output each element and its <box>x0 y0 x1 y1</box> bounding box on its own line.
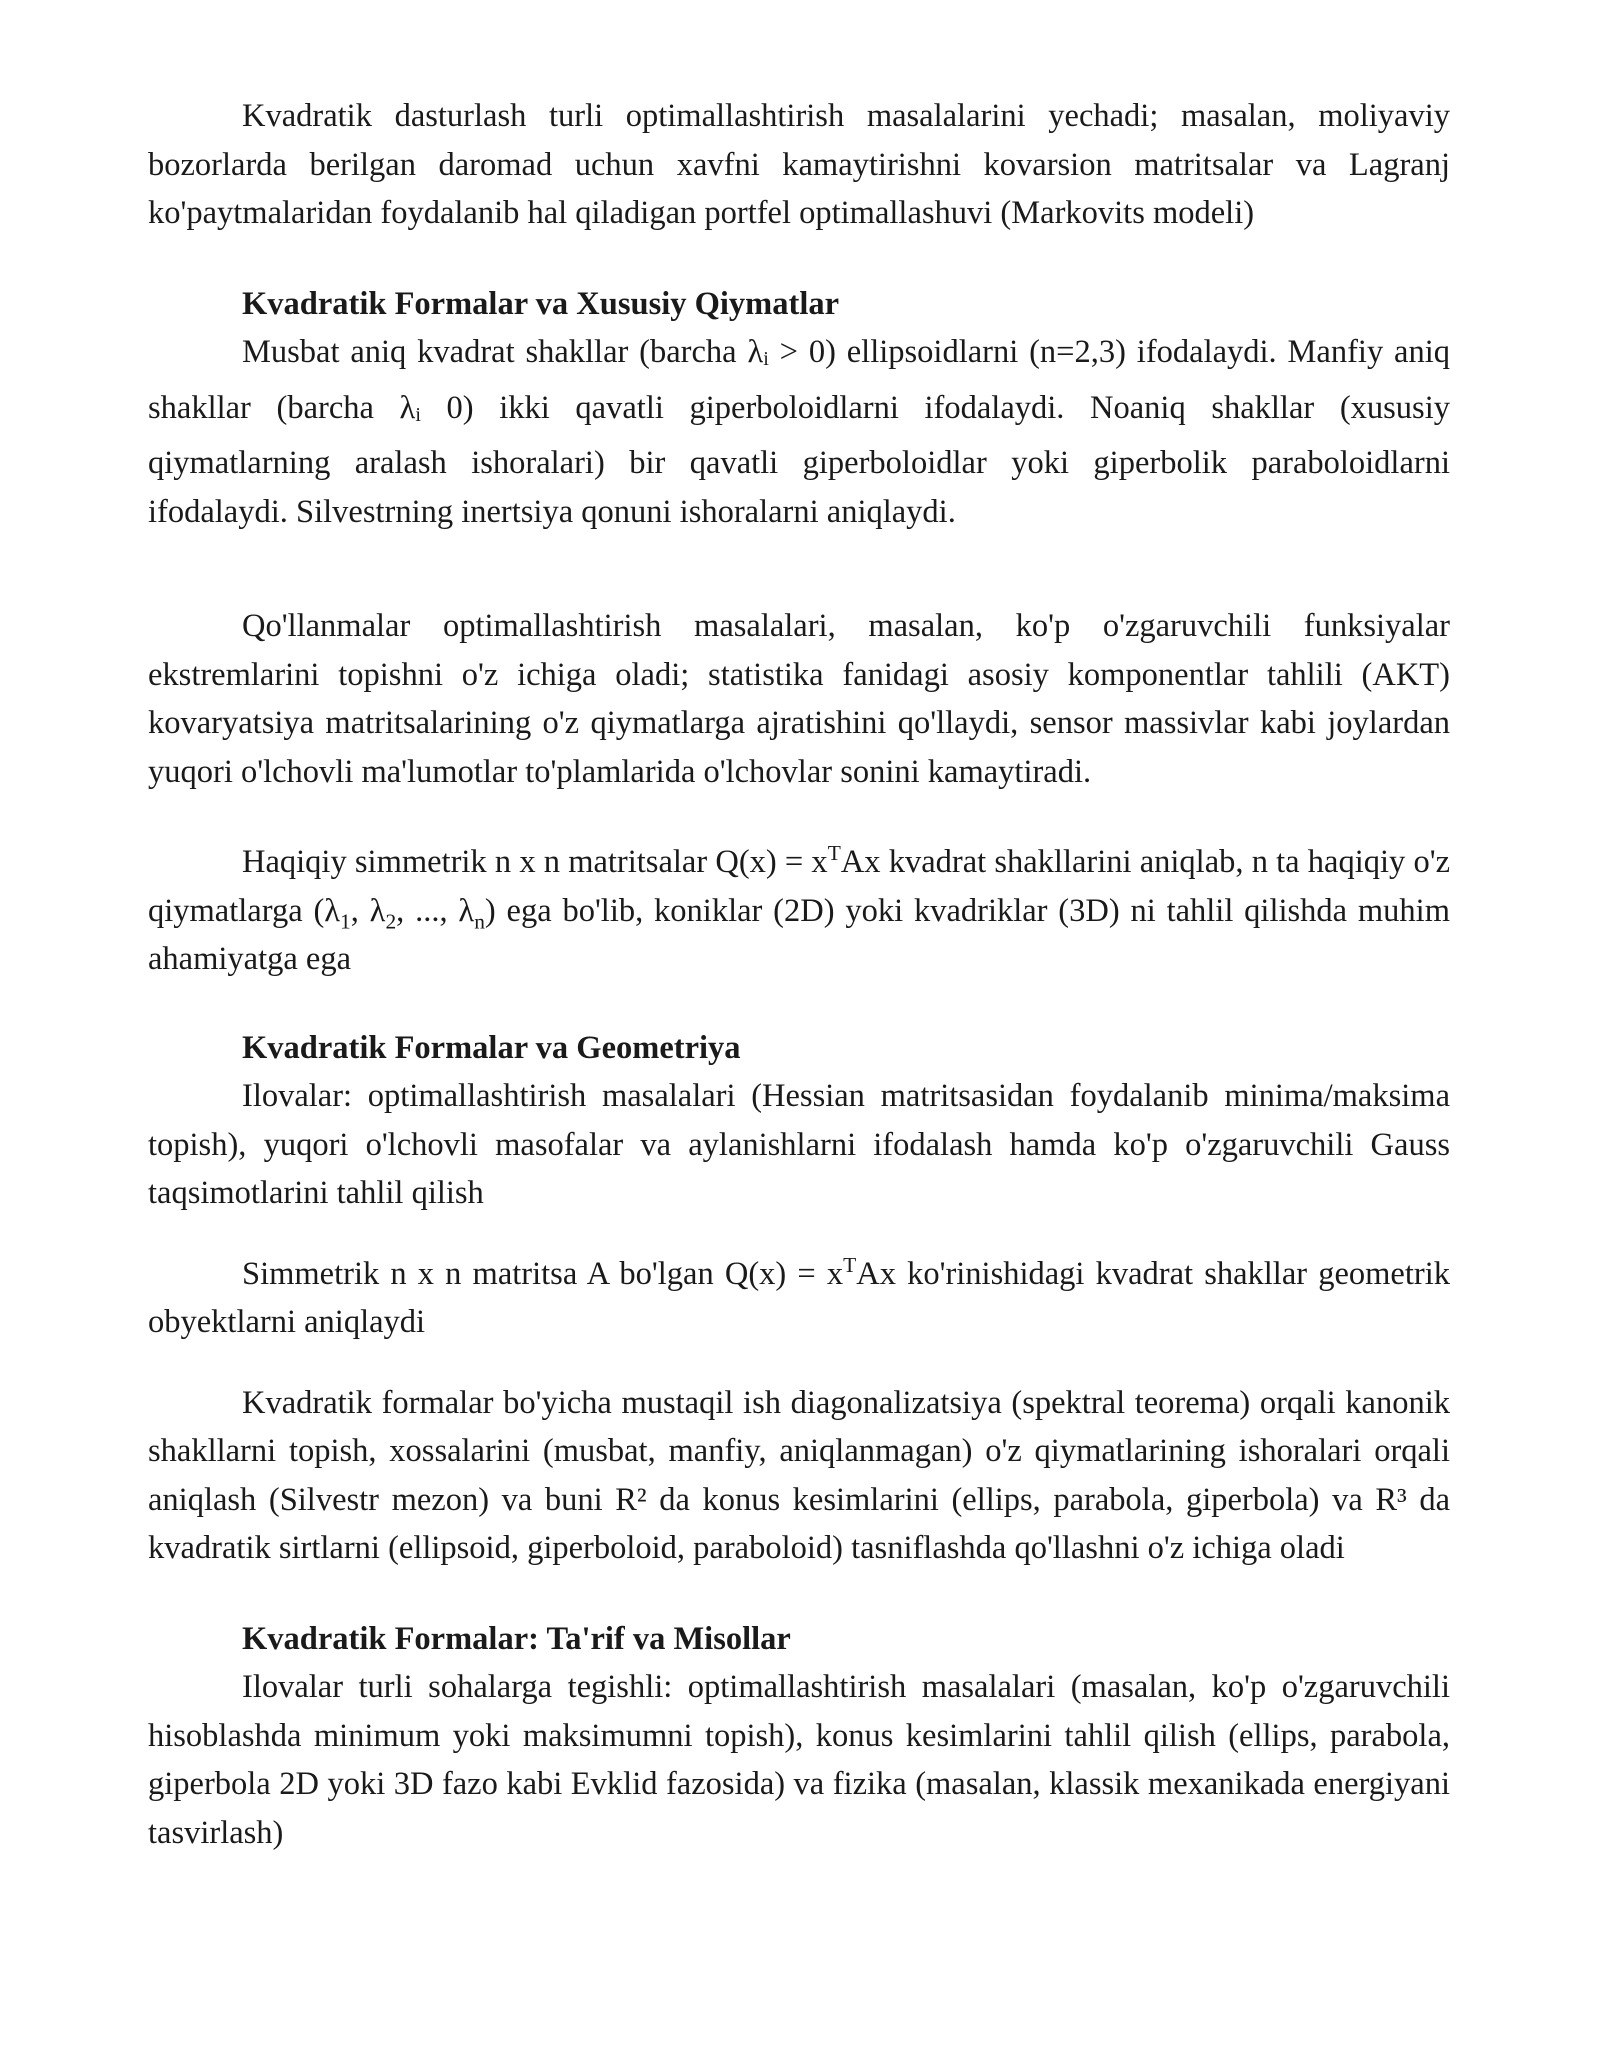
paragraph-symmetric-matrix-a <box>148 1250 1450 1347</box>
paragraph-independent-work: Kvadratik formalar bo'yicha mustaqil ish diagonalizatsiya (spektral teorema) orqali kanonik shakllarni topish, xossalarini (musbat, manfiy, aniqlanmagan) o'z qiymatlarining ishoralari orqali aniqlash (Silvestr mezon) va buni R² da konus kesimlarini (ellips, parabola, giperbola) va R³ da kvadratik sirtlarni (ellipsoid, giperboloid, paraboloid) tasniflashda qo'llashni o'z ichiga oladi <box>148 1384 1450 1567</box>
p4-text-d: , ..., λ <box>396 892 475 929</box>
paragraph-definite-forms <box>148 328 1450 536</box>
p4-sub-n: n <box>474 909 485 934</box>
p4-sup-t: T <box>827 841 841 866</box>
heading-eigenvalues: Kvadratik Formalar va Xususiy Qiymatlar <box>242 285 840 322</box>
p2-text-a: Musbat aniq kvadrat shakllar (barcha λ <box>242 334 764 370</box>
p2-sub-i-1: i <box>763 348 769 371</box>
p6-sup-t: T <box>843 1252 857 1277</box>
paragraph-applications-hessian: Ilovalar: optimallashtirish masalalari (Hessian matritsasidan foydalanib minima/maksima topish), yuqori o'lchovli masofalar va aylanishlarni ifodalash hamda ko'p o'zgaruvchili Gauss taqsimotlarini tahlil qilish <box>148 1078 1450 1212</box>
p4-text-a: Haqiqiy simmetrik n x n matritsalar Q(x) = x <box>242 844 828 881</box>
p2-text-c: 0) ikki qavatli giperboloidlarni ifodalaydi. Noaniq shakllar (xususiy qiymatlarning aralash ishoralari) bir qavatli giperboloidlar yoki giperbolik paraboloidlarni ifodalaydi. Silvestrning inertsiya qonuni ishoralarni aniqlaydi. <box>148 389 1450 530</box>
p2-text-b: > 0) ellipsoidlarni (n=2,3) ifodalaydi. Manfiy aniq shakllar (barcha λ <box>148 334 1451 426</box>
p4-sub-2: 2 <box>385 909 397 934</box>
paragraph-applications-fields: Ilovalar turli sohalarga tegishli: optimallashtirish masalalari (masalan, ko'p o'zgaruvchili hisoblashda minimum yoki maksimumni topish), konus kesimlarini tahlil qilish (ellips, parabola, giperbola 2D yoki 3D fazo kabi Evklid fazosida) va fizika (masalan, klassik mexanikada energiyani tasvirlash) <box>148 1669 1450 1851</box>
p2-sub-i-2: i <box>415 403 421 426</box>
p6-text-b: Ax ko'rinishidagi kvadrat shakllar geometrik obyektlarni aniqlaydi <box>148 1255 1450 1341</box>
p6-text-a: Simmetrik n x n matritsa A bo'lgan Q(x) = x <box>242 1255 844 1292</box>
paragraph-quadratic-programming: Kvadratik dasturlash turli optimallashtirish masalalarini yechadi; masalan, moliyaviy bozorlarda berilgan daromad uchun xavfni kamaytirishni kovarsion matritsalar va Lagranj ko'paytmalaridan foydalanib hal qiladigan portfel optimallashuvi (Markovits modeli) <box>148 98 1450 231</box>
paragraph-symmetric-matrices <box>148 838 1450 984</box>
p4-text-e: ) ega bo'lib, koniklar (2D) yoki kvadriklar (3D) ni tahlil qilishda muhim ahamiyatga ega <box>148 892 1450 978</box>
p4-text-c: , λ <box>350 892 386 929</box>
heading-definition-examples: Kvadratik Formalar: Ta'rif va Misollar <box>242 1620 791 1657</box>
p4-sub-1: 1 <box>340 909 351 934</box>
paragraph-applications-pca: Qo'llanmalar optimallashtirish masalalari, masalan, ko'p o'zgaruvchili funksiyalar ekstremlarini topishni o'z ichiga oladi; statistika fanidagi asosiy komponentlar tahlili (AKT) kovaryatsiya matritsalarining o'z qiymatlarga ajratishini qo'llaydi, sensor massivlar kabi joylardan yuqori o'lchovli ma'lumotlar to'plamlarida o'lchovlar sonini kamaytiradi. <box>148 608 1450 790</box>
p4-text-b: Ax kvadrat shakllarini aniqlab, n ta haqiqiy o'z qiymatlarga (λ <box>148 844 1450 929</box>
heading-geometry: Kvadratik Formalar va Geometriya <box>242 1029 741 1066</box>
document-page <box>148 92 1450 1857</box>
